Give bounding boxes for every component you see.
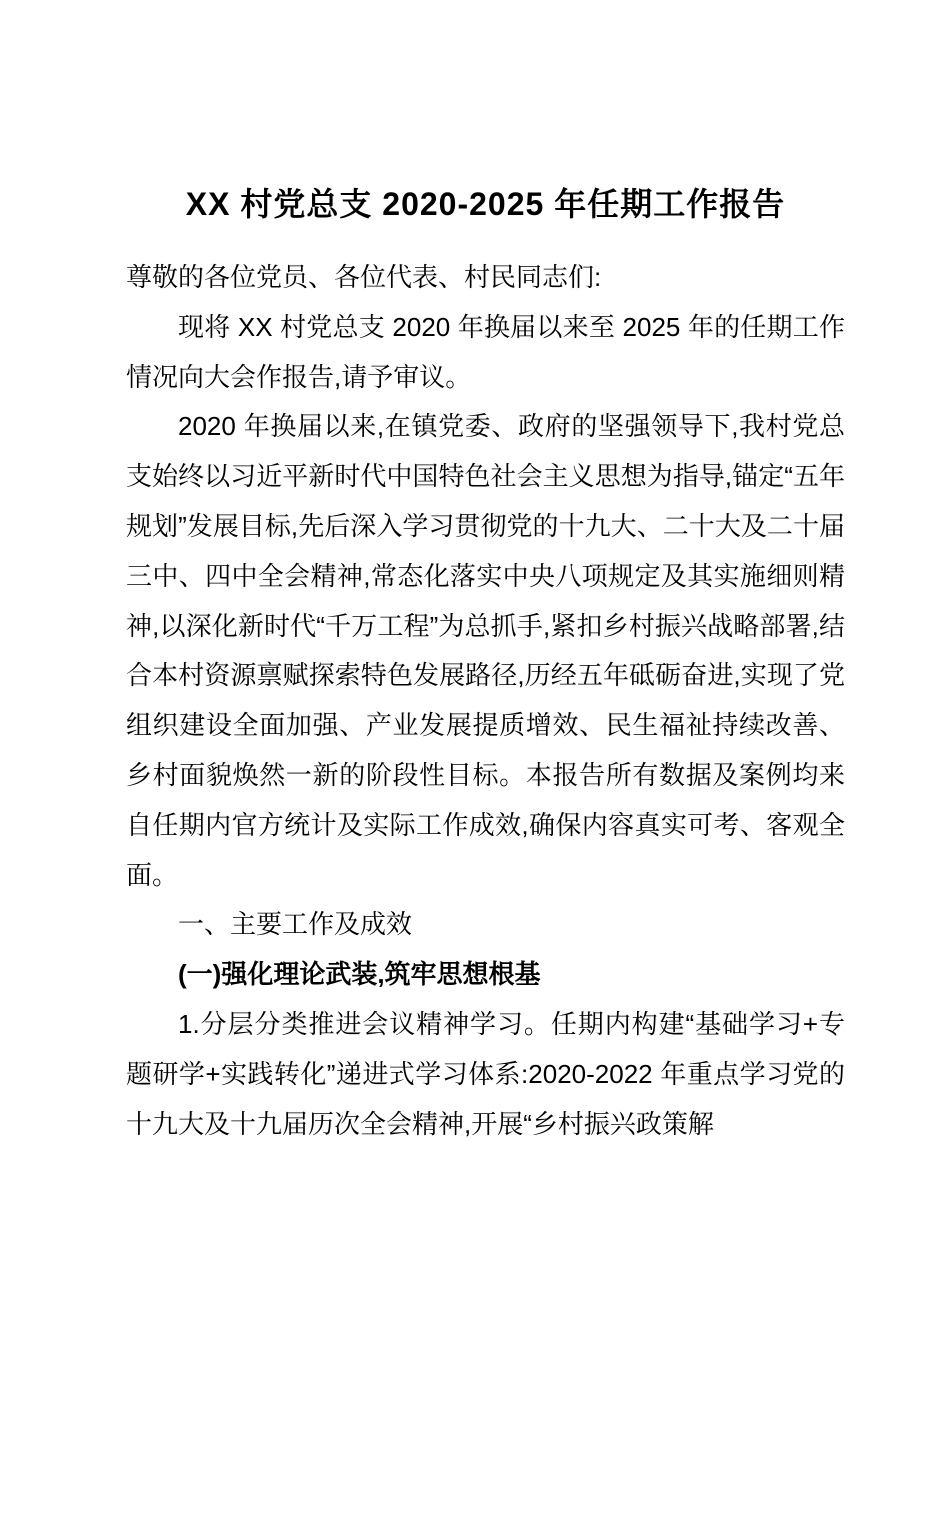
overview-paragraph: 2020 年换届以来,在镇党委、政府的坚强领导下,我村党总支始终以习近平新时代中国特色社会主义思想为指导,锚定“五年规划”发展目标,先后深入学习贯彻党的十九大、二十大及二十届三中、四中全会精神,常态化落实中央八项规定及其实施细则精神,以深化新时代“千万工程”为总抓手,紧扣乡村振兴战略部署,结合本村资源禀赋探索特色发展路径,历经五年砥砺奋进,实现了党组织建设全面加强、产业发展提质增效、民生福祉持续改善、乡村面貌焕然一新的阶段性目标。本报告所有数据及案例均来自任期内官方统计及实际工作成效,确保内容真实可考、客观全面。: [126, 411, 845, 890]
salutation-line: 尊敬的各位党员、各位代表、村民同志们:: [126, 262, 602, 292]
intro-paragraph: 现将 XX 村党总支 2020 年换届以来至 2025 年的任期工作情况向大会作报告,请予审议。: [126, 311, 845, 392]
section-heading-main-work: 一、主要工作及成效: [178, 909, 413, 940]
study-paragraph: 1.分层分类推进会议精神学习。任期内构建“基础学习+专题研学+实践转化”递进式学习体系:2020-2022 年重点学习党的十九大及十九届历次全会精神,开展“乡村振兴政策解: [126, 1008, 845, 1139]
subsection-heading-theory: (一)强化理论武装,筑牢思想根基: [178, 959, 541, 990]
document-page: [0, 182, 950, 1526]
document-title: XX 村党总支 2020-2025 年任期工作报告: [185, 186, 786, 222]
